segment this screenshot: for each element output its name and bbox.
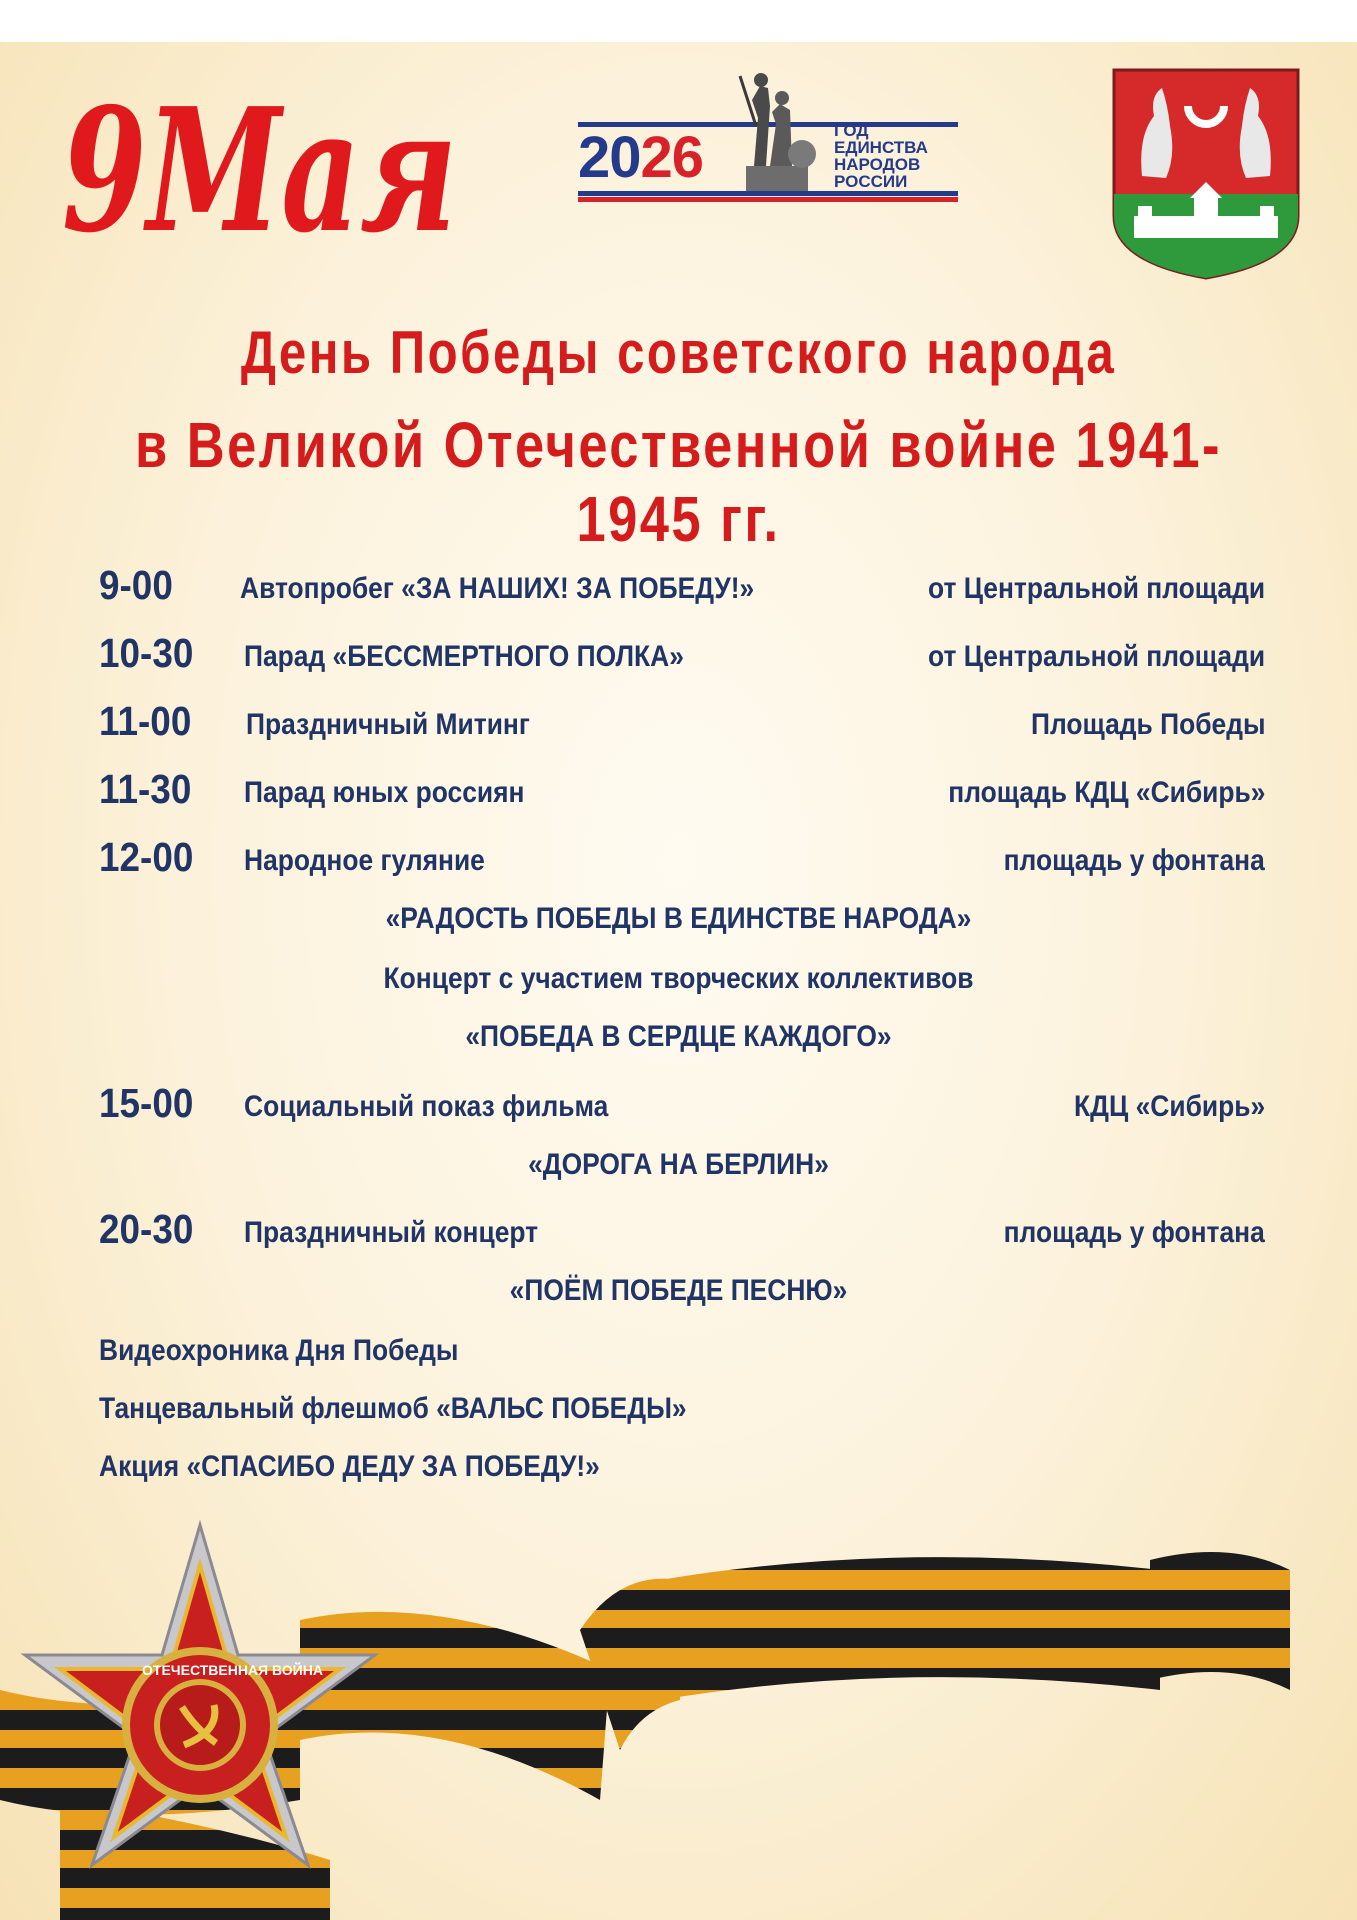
film-title: «ДОРОГА НА БЕРЛИН»: [528, 1148, 829, 1181]
schedule-time: 9-00: [99, 562, 173, 608]
schedule-row: [0, 766, 1357, 822]
schedule-row: [0, 562, 1357, 618]
schedule-event: Автопробег «ЗА НАШИХ! ЗА ПОБЕДУ!»: [240, 572, 755, 605]
concert-line: Концерт с участием творческих коллективов: [383, 962, 974, 995]
monument-icon: [710, 66, 840, 196]
schedule-row: [0, 698, 1357, 754]
schedule-place: от Центральной площади: [927, 640, 1265, 673]
bottom-decoration: [0, 1500, 1357, 1920]
schedule-time: 15-00: [99, 1080, 194, 1126]
extra-item: Танцевальный флешмоб «ВАЛЬС ПОБЕДЫ»: [99, 1392, 687, 1425]
schedule-time: 11-30: [99, 766, 192, 812]
schedule-row: [0, 1206, 1357, 1262]
concert-title: «ПОБЕДА В СЕРДЦЕ КАЖДОГО»: [465, 1020, 892, 1053]
schedule-row: [0, 1080, 1357, 1136]
schedule-place: КДЦ «Сибирь»: [1073, 1090, 1265, 1123]
schedule-place: Площадь Победы: [1030, 708, 1265, 741]
schedule-place: площадь КДЦ «Сибирь»: [947, 776, 1265, 809]
order-ring-text: ОТЕЧЕСТВЕННАЯ ВОЙНА: [142, 1662, 323, 1678]
schedule-time: 11-00: [99, 698, 192, 744]
schedule-time: 20-30: [99, 1206, 194, 1252]
schedule-time: 10-30: [99, 630, 194, 676]
schedule-event: Социальный показ фильма: [244, 1090, 609, 1123]
schedule-event: Праздничный концерт: [244, 1216, 539, 1249]
date-title-text: 9Мая: [62, 71, 457, 271]
schedule-event: Парад юных россиян: [244, 776, 525, 809]
extra-item: Акция «СПАСИБО ДЕДУ ЗА ПОБЕДУ!»: [99, 1450, 600, 1483]
extra-item: Видеохроника Дня Победы: [99, 1334, 459, 1367]
schedule-row: [0, 630, 1357, 686]
logo-stripe: [578, 197, 958, 202]
schedule-place: площадь у фонтана: [1003, 844, 1265, 877]
schedule-row: [0, 834, 1357, 890]
festival-title: «РАДОСТЬ ПОБЕДЫ В ЕДИНСТВЕ НАРОДА»: [385, 902, 972, 935]
heading-line-1: День Победы советского народа: [240, 319, 1117, 386]
schedule-time: 12-00: [99, 834, 194, 880]
heading-line-2: в Великой Отечественной войне 1941-1945 гг.: [135, 409, 1222, 555]
schedule-place: площадь у фонтана: [1003, 1216, 1265, 1249]
logo-stripe: [578, 191, 958, 196]
top-margin: [0, 0, 1357, 42]
logo-words: ГОД ЕДИНСТВА НАРОДОВ РОССИИ: [834, 121, 928, 191]
year-of-unity-logo: [578, 66, 958, 206]
schedule-event: Народное гуляние: [244, 844, 485, 877]
schedule-event: Праздничный Митинг: [246, 708, 530, 741]
date-title: [62, 62, 462, 272]
schedule-place: от Центральной площади: [927, 572, 1265, 605]
schedule-event: Парад «БЕССМЕРТНОГО ПОЛКА»: [244, 640, 684, 673]
logo-year: 2026: [578, 125, 704, 190]
coat-of-arms-icon: [1110, 66, 1302, 280]
evening-title: «ПОЁМ ПОБЕДЕ ПЕСНЮ»: [509, 1274, 848, 1307]
